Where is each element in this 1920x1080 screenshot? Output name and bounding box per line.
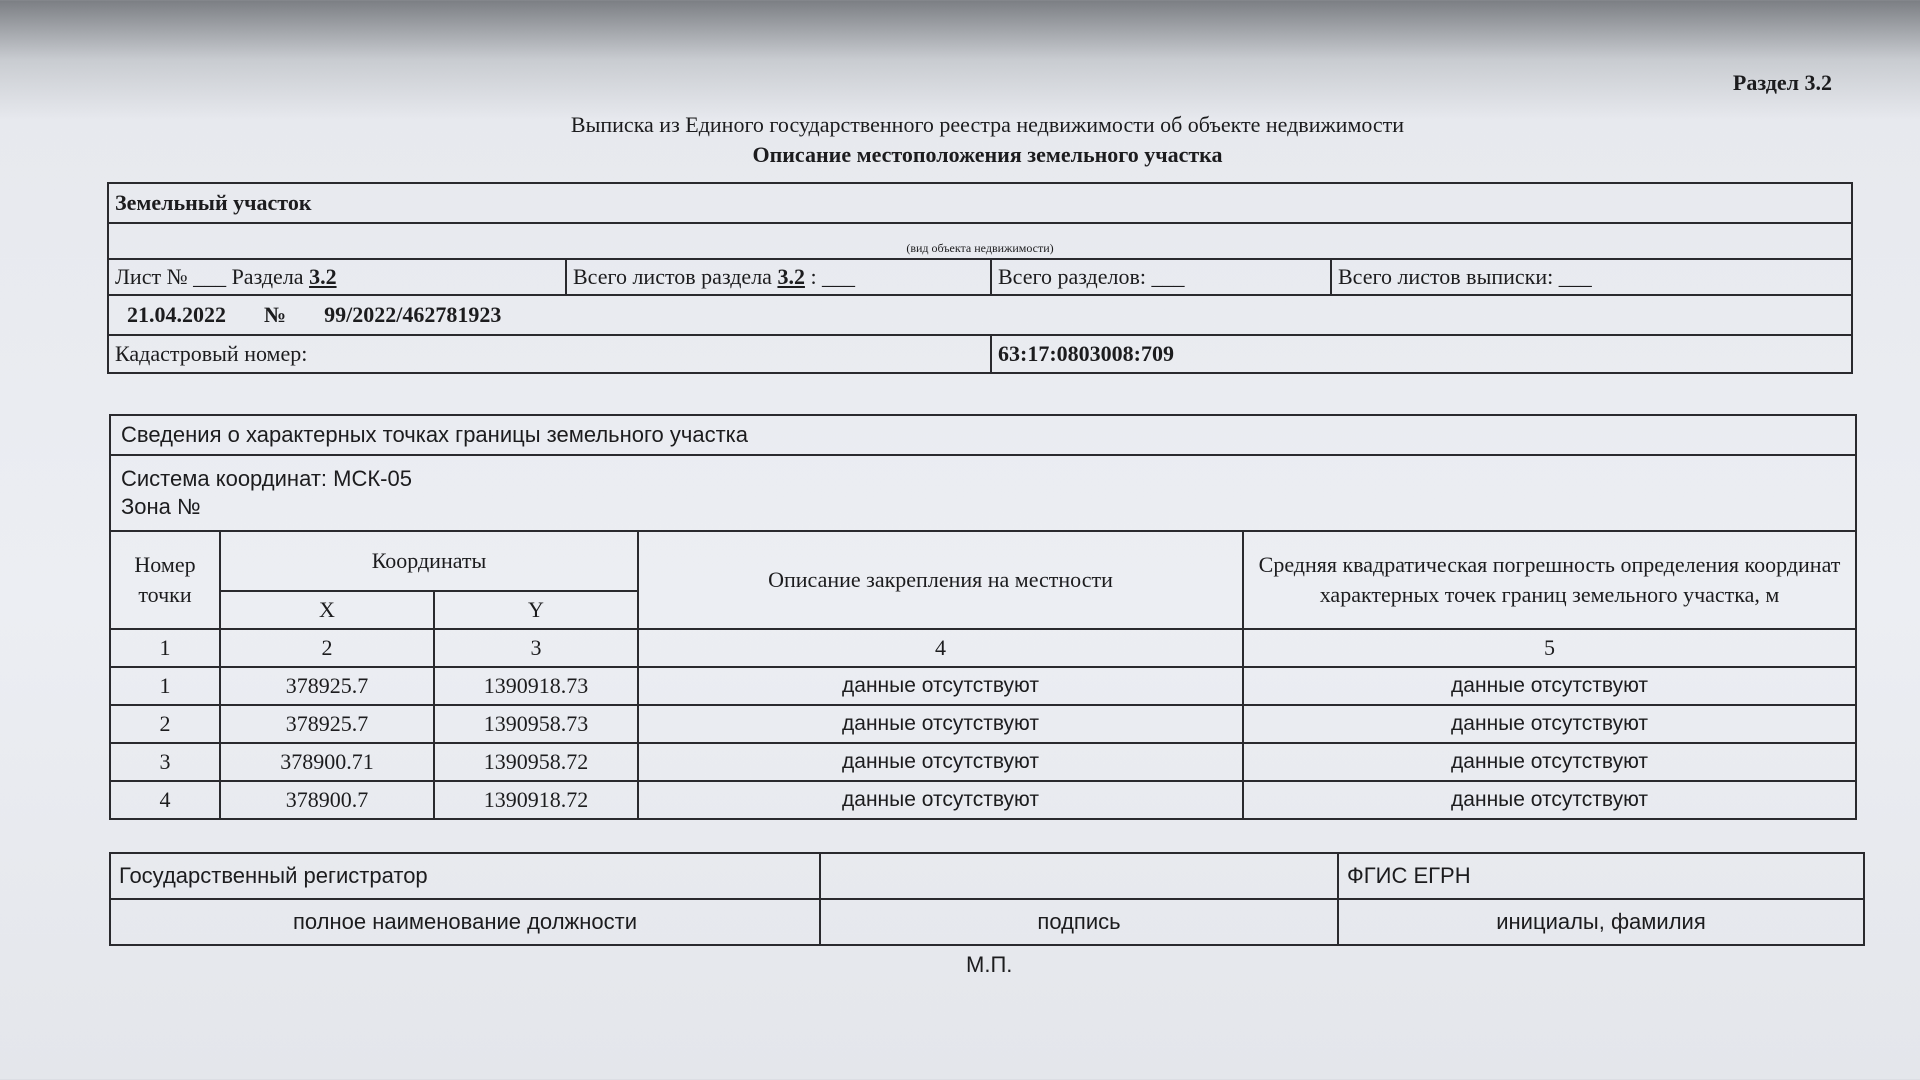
sheet-section-value: 3.2 [309, 264, 337, 289]
table-row [110, 705, 1856, 743]
header-point-number: Номер точки [110, 531, 220, 629]
stamp-place: М.П. [966, 952, 1013, 977]
sheet-number-cell [108, 259, 566, 295]
sheet-number-label: Лист № ___ Раздела [115, 264, 304, 289]
column-number: 3 [434, 629, 638, 667]
registrar-name: ФГИС ЕГРН [1338, 853, 1864, 899]
coord-system: Система координат: МСК-05 [121, 466, 412, 491]
point-x: 378925.7 [220, 667, 434, 705]
point-y: 1390918.72 [434, 781, 638, 819]
point-error: данные отсутствуют [1243, 743, 1856, 781]
extract-number: 99/2022/462781923 [324, 302, 502, 327]
cadastral-label: Кадастровый номер: [108, 335, 991, 373]
cadastral-number: 63:17:0803008:709 [991, 335, 1852, 373]
point-error: данные отсутствуют [1243, 705, 1856, 743]
zone-label: Зона № [121, 494, 201, 519]
points-title: Сведения о характерных точках границы земельного участка [110, 415, 1856, 455]
column-number: 2 [220, 629, 434, 667]
total-sheets-extract-cell: Всего листов выписки: ___ [1331, 259, 1852, 295]
total-sheets-section-value: 3.2 [777, 264, 805, 289]
signature-table [109, 852, 1865, 946]
point-error: данные отсутствуют [1243, 667, 1856, 705]
column-number: 5 [1243, 629, 1856, 667]
registrar-position: Государственный регистратор [110, 853, 820, 899]
header-error: Средняя квадратическая погрешность определения координат характерных точек границ земельного участка, м [1243, 531, 1856, 629]
point-number: 1 [110, 667, 220, 705]
point-description: данные отсутствуют [638, 667, 1243, 705]
caption-position: полное наименование должности [110, 899, 820, 945]
point-number: 3 [110, 743, 220, 781]
point-number: 2 [110, 705, 220, 743]
table-row [110, 781, 1856, 819]
column-number: 4 [638, 629, 1243, 667]
section-label: Раздел 3.2 [1732, 70, 1832, 95]
caption-signature: подпись [820, 899, 1338, 945]
point-description: данные отсутствуют [638, 705, 1243, 743]
caption-name: инициалы, фамилия [1338, 899, 1864, 945]
total-sheets-section-label: Всего листов раздела [573, 264, 772, 289]
header-coordinates: Координаты [220, 531, 638, 591]
header-description: Описание закрепления на местности [638, 531, 1243, 629]
date-number-row [108, 295, 1852, 335]
object-title: Земельный участок [108, 183, 1852, 223]
boundary-points-table [109, 414, 1857, 820]
column-number: 1 [110, 629, 220, 667]
point-y: 1390918.73 [434, 667, 638, 705]
table-row [110, 743, 1856, 781]
point-y: 1390958.73 [434, 705, 638, 743]
point-description: данные отсутствуют [638, 781, 1243, 819]
point-number: 4 [110, 781, 220, 819]
point-y: 1390958.72 [434, 743, 638, 781]
number-sign: № [264, 302, 287, 327]
signature-cell [820, 853, 1338, 899]
header-y: Y [434, 591, 638, 629]
object-kind-caption: (вид объекта недвижимости) [108, 223, 1852, 259]
column-number-row [110, 629, 1856, 667]
point-x: 378925.7 [220, 705, 434, 743]
total-sheets-section-cell [566, 259, 991, 295]
extract-date: 21.04.2022 [127, 302, 226, 327]
header-x: X [220, 591, 434, 629]
point-x: 378900.71 [220, 743, 434, 781]
object-info-table [107, 182, 1853, 374]
table-row [110, 667, 1856, 705]
point-x: 378900.7 [220, 781, 434, 819]
document-title: Выписка из Единого государственного реестра недвижимости об объекте недвижимости [570, 112, 1405, 137]
document-subtitle: Описание местоположения земельного участка [752, 142, 1223, 167]
point-description: данные отсутствуют [638, 743, 1243, 781]
total-sheets-section-suffix: : ___ [810, 264, 856, 289]
total-sections-cell: Всего разделов: ___ [991, 259, 1331, 295]
point-error: данные отсутствуют [1243, 781, 1856, 819]
coord-system-cell [110, 455, 1856, 531]
